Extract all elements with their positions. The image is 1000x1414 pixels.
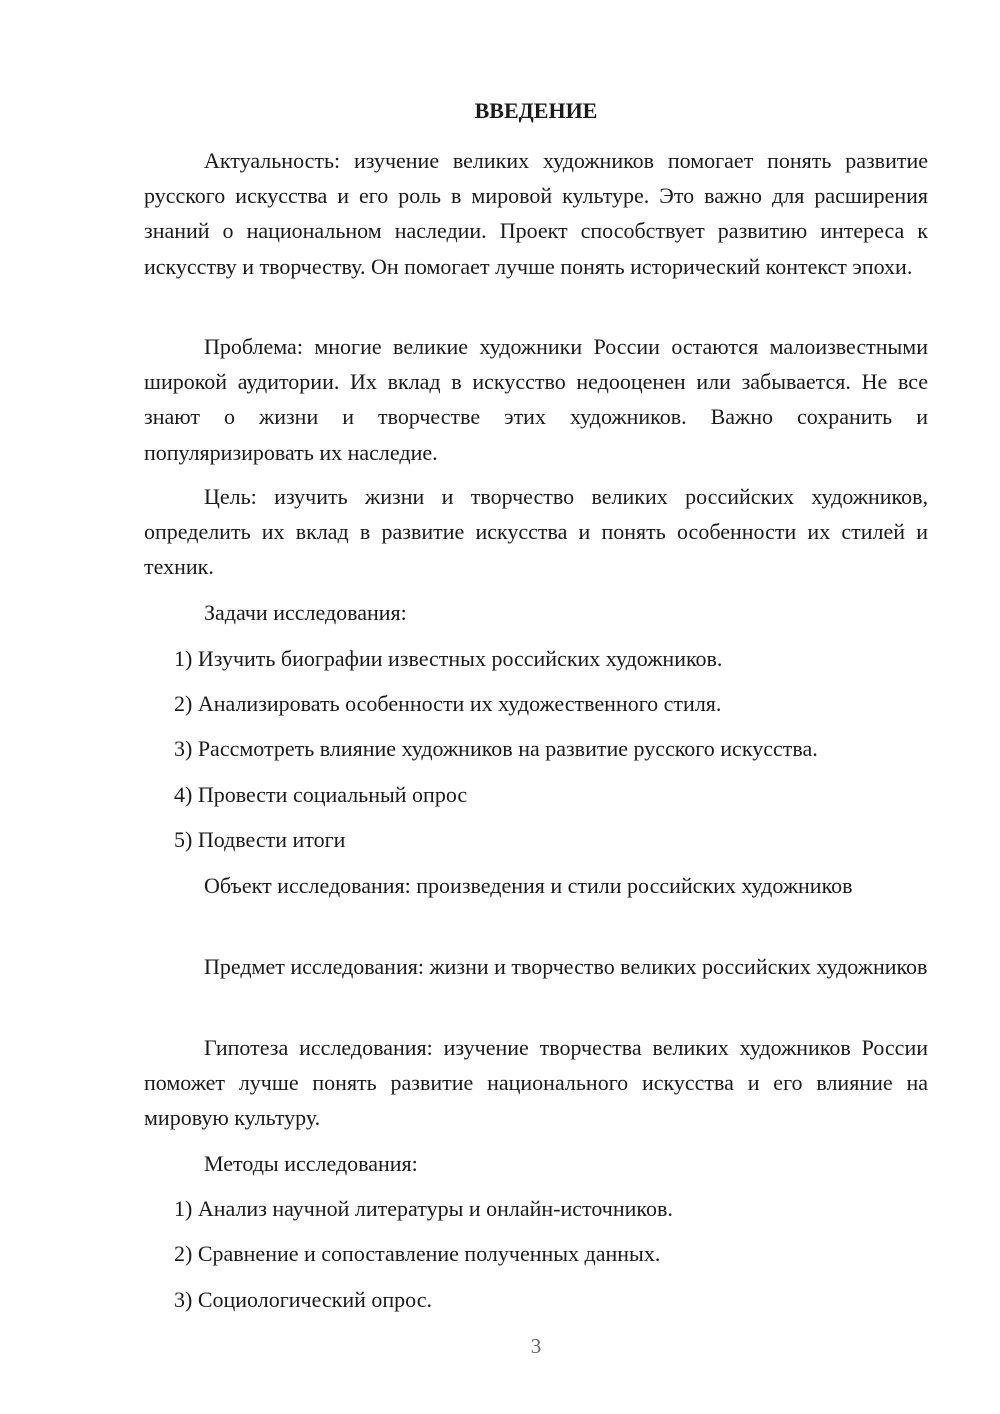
task-item: 3) Рассмотреть влияние художников на развитие русского искусства. xyxy=(174,736,818,761)
method-item: 3) Социологический опрос. xyxy=(174,1287,432,1312)
goal-paragraph: Цель: изучить жизни и творчество великих российских художников, определить их вклад в развитие искусства и понять особенности их стилей и техник. xyxy=(144,484,928,580)
subject-paragraph: Предмет исследования: жизни и творчество великих российских художников xyxy=(204,954,928,979)
object-paragraph: Объект исследования: произведения и стили российских художников xyxy=(204,873,853,898)
hypothesis-paragraph: Гипотеза исследования: изучение творчества великих художников России поможет лучше понять развитие национального искусства и его влияние на мировую культуру. xyxy=(144,1035,928,1131)
methods-heading: Методы исследования: xyxy=(204,1151,418,1176)
page-title: ВВЕДЕНИЕ xyxy=(474,98,598,123)
page-number: 3 xyxy=(530,1334,542,1358)
tasks-heading: Задачи исследования: xyxy=(204,600,407,625)
task-item: 4) Провести социальный опрос xyxy=(174,782,468,807)
method-item: 2) Сравнение и сопоставление полученных данных. xyxy=(174,1241,661,1266)
task-item: 5) Подвести итоги xyxy=(174,827,346,852)
method-item: 1) Анализ научной литературы и онлайн-источников. xyxy=(174,1196,673,1221)
task-item: 1) Изучить биографии известных российских художников. xyxy=(174,646,723,671)
task-item: 2) Анализировать особенности их художественного стиля. xyxy=(174,691,722,716)
problem-paragraph: Проблема: многие великие художники России остаются малоизвестными широкой аудитории. Их вклад в искусство недооценен или забывается. Не все знают о жизни и творчестве этих художников. Важно сохранить и популяризировать их наследие. xyxy=(144,334,928,465)
relevance-paragraph: Актуальность: изучение великих художников помогает понять развитие русского искусства и его роль в мировой культуре. Это важно для расширения знаний о национальном наследии. Проект способствует развитию интереса к искусству и творчеству. Он помогает лучше понять исторический контекст эпохи. xyxy=(144,148,928,279)
